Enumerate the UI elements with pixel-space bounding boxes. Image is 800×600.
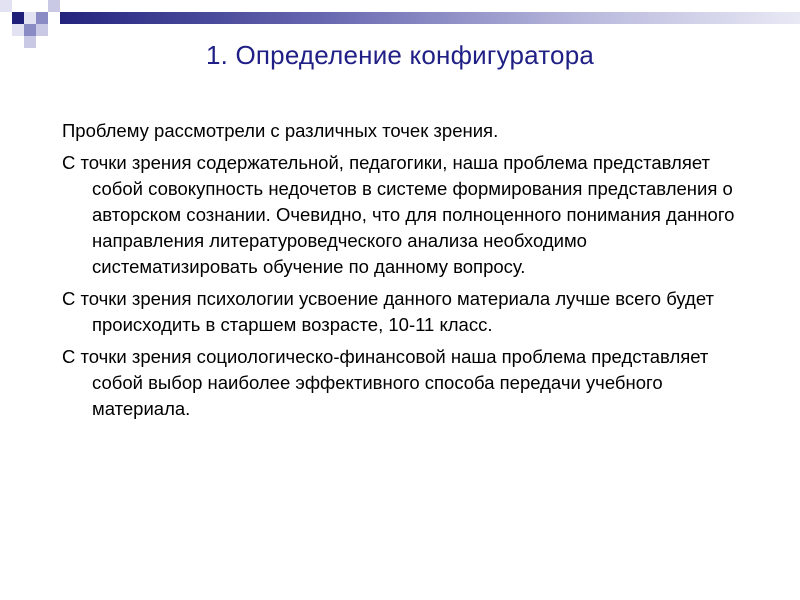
paragraph: Проблему рассмотрели с различных точек зрения. — [62, 120, 499, 141]
decor-square — [12, 12, 24, 24]
paragraph: С точки зрения психологии усвоение данного материала лучше всего будет происходить в старшем возрасте, 10-11 класс. — [62, 288, 714, 335]
decor-square — [24, 24, 36, 36]
slide-title — [0, 40, 800, 71]
title-number: 1. — [205, 40, 229, 70]
header-band — [60, 12, 800, 24]
decor-square — [24, 12, 36, 24]
title-text: Определение конфигуратора — [235, 40, 595, 70]
decor-square — [12, 24, 24, 36]
decor-square — [36, 24, 48, 36]
decor-square — [48, 0, 60, 12]
decor-square — [0, 0, 12, 12]
slide-body — [62, 118, 742, 428]
paragraph: С точки зрения содержательной, педагогики, наша проблема представляет собой совокупность недочетов в системе формирования представления о авторском сознании. Очевидно, что для полноценного понимания данного направления литературоведческого анализа необходимо систематизировать обучение по данному вопросу. — [62, 152, 735, 277]
decor-square — [36, 12, 48, 24]
paragraph: С точки зрения социологическо-финансовой наша проблема представляет собой выбор наиболее эффективного способа передачи учебного материала. — [62, 346, 709, 419]
